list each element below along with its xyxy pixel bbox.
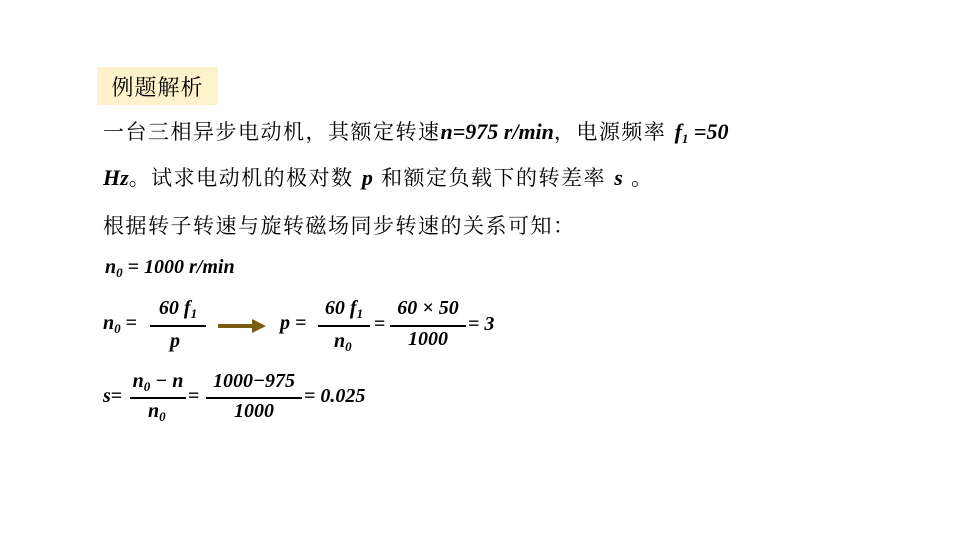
relation-line xyxy=(103,210,576,240)
slide-title xyxy=(97,67,218,105)
eq2-n: n xyxy=(103,312,115,334)
eq2-equals-2: = xyxy=(374,313,386,335)
eq2-frac3-num: 60 × 50 xyxy=(397,297,459,319)
eq2-frac3-den: 1000 xyxy=(408,328,448,350)
eq2-frac2-den: $n_0$ xyxy=(334,330,352,354)
frequency-value: =50 xyxy=(688,119,729,144)
slide-title-text: 例题解析 xyxy=(111,75,204,101)
f-subscript: 1 xyxy=(681,131,689,146)
eq3-frac2-den: 1000 xyxy=(234,400,274,422)
eq3-frac2-num: 1000−975 xyxy=(212,370,296,392)
eq2-fraction-2 xyxy=(318,297,370,322)
eq2-frac3-bar xyxy=(390,325,466,327)
problem-text-3: 。试求电动机的极对数 xyxy=(128,166,354,190)
problem-end: 。 xyxy=(631,166,654,190)
problem-line-2 xyxy=(103,162,654,192)
eq2-equals: = xyxy=(125,312,138,334)
eq1-rhs: = 1000 r/min xyxy=(127,256,235,278)
eq2-p-lhs: p = xyxy=(280,312,307,334)
equation-sync-speed xyxy=(105,256,235,281)
hz-unit: Hz xyxy=(103,165,129,190)
eq3-frac1-bar xyxy=(130,397,186,399)
eq3-result: = 0.025 xyxy=(304,385,366,407)
eq3-frac2-bar xyxy=(206,397,302,399)
eq3-equals: = xyxy=(110,385,123,407)
f-symbol: f xyxy=(674,119,682,144)
rated-speed: n=975 r/min xyxy=(440,119,554,144)
eq3-s: s xyxy=(103,385,111,407)
eq3-frac1-num: $n_0 - n$ xyxy=(132,370,184,394)
eq2-n-sub: 0 xyxy=(114,321,121,336)
problem-text-1: 一台三相异步电动机，其额定转速 xyxy=(103,120,441,144)
problem-text-4: 和额定负载下的转差率 xyxy=(381,166,607,190)
eq1-lhs: n xyxy=(105,256,117,278)
eq3-frac1-den: $n_0$ xyxy=(148,400,166,424)
eq2-fraction-1 xyxy=(150,297,206,322)
arrow-icon xyxy=(218,318,268,334)
eq2-result: = 3 xyxy=(468,313,495,335)
problem-text-2: ，电源频率 xyxy=(553,120,667,144)
eq2-frac1-num: 60 $f_1$ xyxy=(158,297,198,321)
eq3-lhs xyxy=(103,385,122,408)
s-symbol: s xyxy=(614,165,623,190)
eq2-lhs xyxy=(103,312,137,337)
eq3-equals-2: = xyxy=(188,385,200,407)
eq2-frac1-den: p xyxy=(170,330,180,352)
eq2-frac2-bar xyxy=(318,325,370,327)
problem-line-1 xyxy=(103,116,728,147)
eq2-frac1-bar xyxy=(150,325,206,327)
frequency-symbol xyxy=(675,119,729,144)
eq1-lhs-sub: 0 xyxy=(116,265,123,280)
p-symbol: p xyxy=(361,165,373,190)
eq2-frac2-num: 60 $f_1$ xyxy=(324,297,364,321)
relation-text: 根据转子转速与旋转磁场同步转速的关系可知： xyxy=(103,214,576,238)
